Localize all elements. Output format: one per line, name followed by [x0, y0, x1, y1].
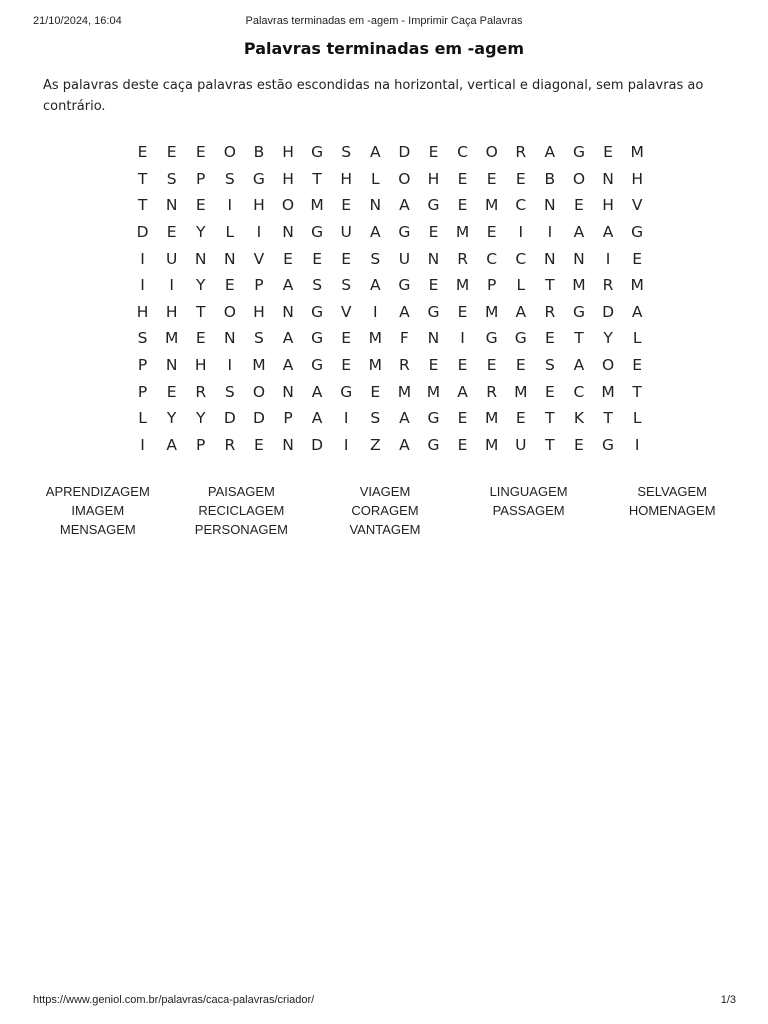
grid-letter: M — [572, 276, 586, 295]
word-item: PERSONAGEM — [194, 522, 288, 537]
grid-letter: R — [195, 382, 207, 401]
grid-letter: T — [312, 169, 322, 188]
grid-letter: S — [254, 329, 264, 348]
grid-letter: N — [224, 249, 236, 268]
grid-letter: T — [545, 409, 555, 428]
grid-letter: A — [282, 276, 294, 295]
grid-letter: H — [282, 169, 294, 188]
grid-letter: E — [632, 249, 643, 268]
grid-letter: E — [341, 196, 352, 215]
grid-letter: A — [282, 329, 294, 348]
grid-letter: V — [631, 196, 643, 215]
grid-letter: G — [485, 329, 498, 348]
grid-letter: M — [310, 196, 324, 215]
grid-letter: L — [225, 223, 235, 242]
grid-letter: L — [632, 329, 642, 348]
grid-letter: I — [227, 196, 233, 215]
grid-letter: E — [574, 435, 584, 454]
grid-letter: O — [223, 302, 236, 321]
print-header — [33, 15, 735, 29]
grid-letter: P — [254, 276, 264, 295]
grid-letter: H — [253, 196, 265, 215]
grid-letter: C — [457, 143, 468, 162]
grid-letter: A — [399, 302, 410, 321]
grid-letter: E — [457, 196, 468, 215]
grid-letter: E — [603, 143, 613, 162]
grid-letter: A — [311, 382, 323, 401]
grid-letter: E — [486, 169, 497, 188]
grid-letter: I — [547, 223, 553, 242]
word-item: LINGUAGEM — [489, 484, 568, 499]
grid-letter: E — [457, 356, 468, 375]
print-footer — [33, 994, 736, 1008]
grid-letter: P — [137, 356, 148, 375]
grid-letter: T — [137, 196, 148, 215]
grid-letter: G — [572, 302, 585, 321]
grid-letter: T — [574, 329, 584, 348]
instructions-text: As palavras deste caça palavras estão escondidas na horizontal, vertical e diagonal, sem palavras ao contrário. — [43, 78, 704, 114]
grid-letter: A — [515, 302, 527, 321]
grid-letter: L — [138, 409, 147, 428]
grid-letter: M — [164, 329, 179, 348]
grid-letter: G — [311, 356, 324, 375]
grid-letter: R — [515, 143, 527, 162]
grid-letter: P — [486, 276, 497, 295]
grid-letter: N — [165, 196, 178, 215]
grid-letter: H — [136, 302, 149, 321]
grid-letter: A — [573, 223, 585, 242]
grid-letter: U — [398, 249, 411, 268]
grid-letter: E — [632, 356, 643, 375]
grid-letter: H — [631, 169, 643, 188]
grid-letter: M — [397, 382, 412, 401]
grid-letter: E — [195, 329, 206, 348]
grid-letter: R — [224, 435, 236, 454]
print-date: 21/10/2024, 16:04 — [33, 15, 122, 27]
grid-letter: M — [630, 143, 644, 162]
grid-letter: I — [227, 356, 233, 375]
grid-letter: T — [603, 409, 613, 428]
grid-letter: A — [166, 435, 177, 454]
grid-letter: G — [514, 329, 527, 348]
grid-letter: N — [194, 249, 207, 268]
grid-row — [128, 325, 652, 352]
grid-letter: E — [370, 382, 381, 401]
grid-letter: E — [515, 409, 526, 428]
grid-letter: G — [572, 143, 585, 162]
grid-letter: G — [398, 276, 411, 295]
grid-letter: E — [574, 196, 584, 215]
grid-letter: N — [224, 329, 236, 348]
grid-letter: M — [368, 356, 382, 375]
grid-letter: E — [166, 382, 177, 401]
grid-row — [128, 272, 652, 299]
grid-letter: C — [573, 382, 585, 401]
grid-letter: I — [343, 435, 349, 454]
grid-letter: B — [544, 169, 556, 188]
grid-letter: E — [137, 143, 148, 162]
grid-letter: Y — [196, 276, 206, 295]
word-item: IMAGEM — [71, 503, 125, 518]
grid-letter: S — [224, 382, 235, 401]
grid-letter: M — [484, 435, 499, 454]
grid-letter: H — [602, 196, 614, 215]
grid-letter: T — [545, 276, 555, 295]
grid-letter: R — [486, 382, 498, 401]
grid-letter: E — [195, 143, 206, 162]
word-search-grid — [128, 139, 652, 458]
grid-letter: T — [137, 169, 148, 188]
grid-letter: H — [194, 356, 207, 375]
word-item: RECICLAGEM — [198, 503, 285, 518]
grid-letter: O — [601, 356, 615, 375]
grid-letter: I — [169, 276, 174, 295]
grid-letter: A — [399, 409, 410, 428]
word-item: HOMENAGEM — [628, 503, 716, 518]
grid-letter: G — [311, 329, 324, 348]
grid-letter: H — [427, 169, 440, 188]
grid-letter: M — [455, 223, 470, 242]
grid-letter: M — [601, 382, 615, 401]
grid-letter: E — [428, 276, 439, 295]
word-item: APRENDIZAGEM — [45, 484, 150, 499]
grid-letter: N — [544, 196, 556, 215]
grid-letter: E — [457, 435, 468, 454]
grid-letter: H — [253, 302, 265, 321]
grid-letter: R — [544, 302, 556, 321]
grid-letter: G — [398, 223, 411, 242]
grid-letter: A — [631, 302, 643, 321]
word-item: PAISAGEM — [207, 484, 275, 499]
grid-letter: D — [252, 409, 265, 428]
grid-letter: E — [515, 356, 526, 375]
grid-letter: A — [369, 276, 381, 295]
grid-letter: H — [340, 169, 353, 188]
page-title: Palavras terminadas em -agem — [243, 39, 525, 58]
grid-letter: S — [544, 356, 555, 375]
grid-letter: T — [196, 302, 206, 321]
grid-letter: V — [340, 302, 352, 321]
grid-letter: F — [399, 329, 409, 348]
grid-letter: O — [485, 143, 498, 162]
grid-letter: E — [254, 435, 264, 454]
grid-letter: L — [370, 169, 380, 188]
grid-letter: G — [427, 409, 440, 428]
word-item: SELVAGEM — [637, 484, 707, 499]
grid-letter: A — [311, 409, 323, 428]
grid-letter: R — [602, 276, 614, 295]
grid-letter: Z — [369, 435, 381, 454]
grid-letter: G — [311, 302, 324, 321]
grid-letter: A — [602, 223, 614, 242]
grid-letter: S — [370, 249, 381, 268]
grid-letter: H — [165, 302, 178, 321]
grid-letter: I — [518, 223, 524, 242]
grid-letter: G — [602, 435, 615, 454]
grid-letter: I — [634, 435, 640, 454]
grid-letter: E — [428, 223, 439, 242]
grid-row — [128, 192, 652, 219]
grid-letter: Y — [166, 409, 177, 428]
grid-row — [128, 166, 652, 193]
grid-letter: O — [398, 169, 411, 188]
grid-letter: I — [140, 276, 145, 295]
grid-letter: P — [196, 435, 206, 454]
grid-letter: G — [427, 302, 440, 321]
grid-letter: U — [340, 223, 352, 242]
grid-letter: N — [427, 249, 440, 268]
grid-letter: D — [311, 435, 324, 454]
grid-letter: M — [630, 276, 644, 295]
grid-letter: B — [253, 143, 265, 162]
grid-letter: A — [399, 196, 410, 215]
grid-letter: E — [457, 169, 468, 188]
print-document-title: Palavras terminadas em -agem - Imprimir Caça Palavras — [245, 15, 523, 27]
grid-letter: N — [427, 329, 440, 348]
grid-letter: U — [515, 435, 527, 454]
grid-letter: I — [460, 329, 465, 348]
grid-letter: A — [399, 435, 410, 454]
grid-letter: P — [283, 409, 293, 428]
grid-letter: A — [282, 356, 294, 375]
print-url: https://www.geniol.com.br/palavras/caca-palavras/criador/ — [33, 994, 315, 1006]
grid-letter: L — [632, 409, 642, 428]
grid-letter: A — [544, 143, 556, 162]
grid-row — [128, 245, 652, 272]
grid-letter: L — [516, 276, 526, 295]
grid-letter: A — [369, 223, 381, 242]
page-number: 1/3 — [720, 994, 736, 1006]
grid-letter: C — [515, 196, 527, 215]
grid-letter: S — [341, 276, 352, 295]
grid-letter: N — [602, 169, 614, 188]
grid-letter: H — [282, 143, 294, 162]
grid-letter: M — [455, 276, 470, 295]
grid-letter: G — [427, 435, 440, 454]
grid-letter: Y — [196, 223, 206, 242]
grid-row — [128, 432, 652, 459]
grid-letter: N — [369, 196, 382, 215]
grid-letter: E — [457, 409, 468, 428]
grid-letter: M — [252, 356, 266, 375]
grid-row — [128, 219, 652, 246]
grid-letter: C — [515, 249, 527, 268]
grid-letter: P — [196, 169, 206, 188]
grid-letter: O — [252, 382, 266, 401]
grid-letter: E — [312, 249, 322, 268]
grid-letter: I — [140, 249, 145, 268]
grid-letter: E — [166, 143, 177, 162]
grid-row — [128, 378, 652, 405]
grid-letter: D — [602, 302, 615, 321]
grid-letter: U — [165, 249, 178, 268]
grid-letter: S — [166, 169, 177, 188]
grid-row — [128, 405, 652, 432]
grid-letter: I — [605, 249, 611, 268]
grid-letter: E — [428, 356, 439, 375]
grid-letter: S — [370, 409, 381, 428]
grid-letter: S — [341, 143, 352, 162]
word-item: VIAGEM — [359, 484, 411, 499]
grid-letter: A — [573, 356, 585, 375]
grid-letter: A — [369, 143, 381, 162]
grid-letter: N — [282, 223, 294, 242]
grid-letter: R — [399, 356, 410, 375]
grid-letter: T — [632, 382, 642, 401]
grid-letter: M — [514, 382, 528, 401]
grid-letter: M — [484, 409, 499, 428]
grid-letter: E — [283, 249, 293, 268]
word-item: VANTAGEM — [349, 522, 421, 537]
grid-letter: N — [573, 249, 585, 268]
grid-letter: E — [224, 276, 235, 295]
grid-row — [128, 352, 652, 379]
grid-letter: M — [426, 382, 441, 401]
grid-letter: Y — [603, 329, 613, 348]
grid-letter: G — [311, 223, 324, 242]
grid-letter: C — [486, 249, 498, 268]
grid-letter: G — [631, 223, 644, 242]
grid-letter: E — [486, 223, 497, 242]
word-item: CORAGEM — [351, 503, 419, 518]
grid-letter: E — [341, 329, 352, 348]
grid-letter: E — [457, 302, 468, 321]
grid-letter: E — [515, 169, 526, 188]
grid-letter: G — [311, 143, 324, 162]
grid-letter: K — [573, 409, 585, 428]
grid-letter: E — [486, 356, 497, 375]
grid-letter: G — [427, 196, 440, 215]
grid-letter: E — [341, 249, 352, 268]
word-list — [26, 484, 744, 538]
grid-letter: M — [368, 329, 382, 348]
grid-letter: A — [457, 382, 468, 401]
grid-letter: E — [341, 356, 352, 375]
grid-letter: E — [544, 382, 555, 401]
grid-letter: P — [137, 382, 148, 401]
grid-letter: S — [312, 276, 323, 295]
grid-letter: N — [282, 302, 294, 321]
grid-letter: O — [281, 196, 295, 215]
grid-letter: I — [140, 435, 145, 454]
word-item: PASSAGEM — [492, 503, 565, 518]
grid-letter: D — [223, 409, 236, 428]
grid-row — [128, 299, 652, 326]
grid-letter: D — [136, 223, 149, 242]
grid-letter: N — [282, 435, 294, 454]
grid-letter: O — [572, 169, 586, 188]
grid-letter: N — [282, 382, 294, 401]
grid-letter: M — [484, 302, 499, 321]
grid-letter: G — [340, 382, 353, 401]
grid-letter: S — [224, 169, 235, 188]
grid-letter: E — [428, 143, 439, 162]
grid-letter: E — [544, 329, 555, 348]
grid-letter: O — [223, 143, 236, 162]
grid-letter: G — [252, 169, 265, 188]
grid-letter: Y — [196, 409, 206, 428]
grid-letter: N — [544, 249, 556, 268]
grid-letter: I — [373, 302, 378, 321]
grid-letter: T — [545, 435, 555, 454]
grid-letter: E — [195, 196, 206, 215]
grid-letter: R — [457, 249, 468, 268]
grid-letter: I — [343, 409, 349, 428]
word-item: MENSAGEM — [59, 522, 136, 537]
grid-letter: N — [165, 356, 178, 375]
grid-letter: M — [484, 196, 499, 215]
grid-letter: E — [166, 223, 177, 242]
grid-row — [128, 139, 652, 166]
grid-letter: V — [253, 249, 265, 268]
grid-letter: S — [137, 329, 148, 348]
grid-letter: D — [398, 143, 411, 162]
grid-letter: I — [256, 223, 262, 242]
